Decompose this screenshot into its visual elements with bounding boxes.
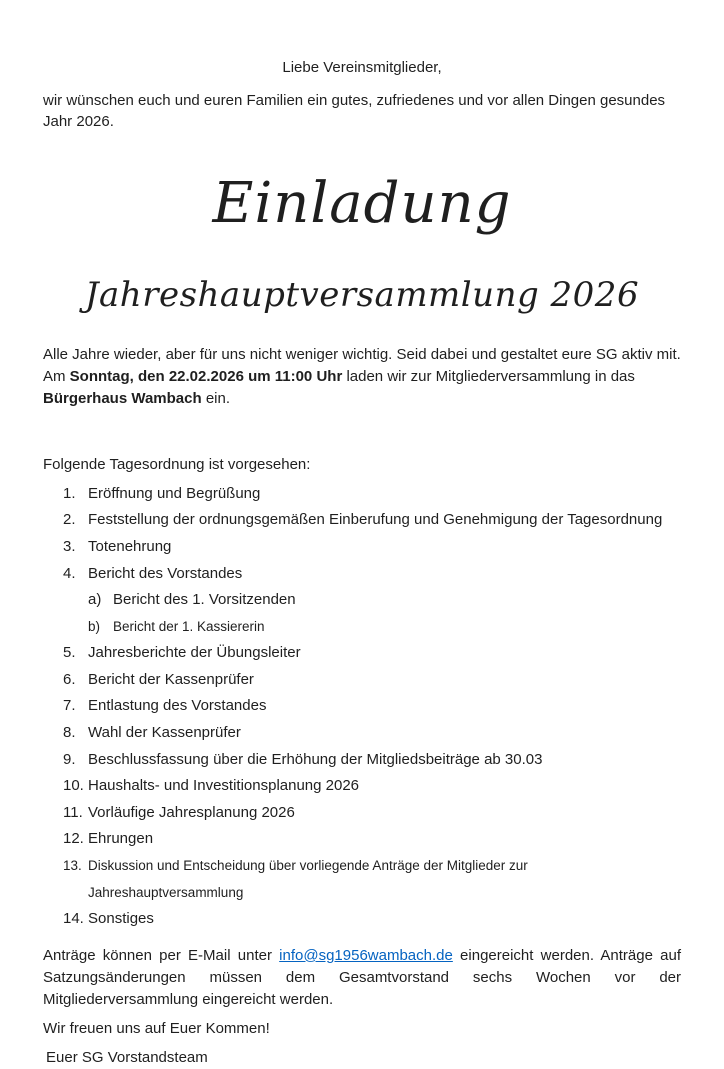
agenda-item-number: 1. [63,484,76,502]
agenda-item-text: Totenehrung [88,537,172,555]
intro-paragraph [43,344,681,410]
agenda-item-number: 5. [63,644,76,662]
page-subtitle: Jahreshauptversammlung 2026 [84,274,640,315]
agenda-item-number: 7. [63,697,76,715]
agenda-item-number: 4. [63,564,76,582]
agenda-item-9 [43,747,681,774]
agenda-item-14 [43,906,681,933]
agenda-item-10 [43,773,681,800]
agenda-item-letter: a) [88,591,102,609]
agenda-item-number: 3. [63,537,76,555]
agenda-item-text: Diskussion und Entscheidung über vorliegende Anträge der Mitglieder zur Jahreshauptversammlung [88,858,528,900]
agenda-item-number: 11. [63,803,83,821]
agenda-item-text: Bericht des Vorstandes [88,564,243,582]
intro-text-2: laden wir zur Mitgliederversammlung in das [342,367,635,385]
agenda-item-text: Bericht der 1. Kassiererin [113,618,265,634]
agenda-heading: Folgende Tagesordnung ist vorgesehen: [43,455,311,473]
agenda-item-number: 8. [63,724,76,742]
salutation: Liebe Vereinsmitglieder, [282,59,442,76]
closing-text-1: Anträge können per E-Mail unter [43,946,280,964]
agenda-item-text: Bericht des 1. Vorsitzenden [113,591,296,609]
agenda-item-8 [43,720,681,747]
agenda-item-text: Wahl der Kassenprüfer [88,724,241,742]
outro-line: Wir freuen uns auf Euer Kommen! [43,1019,270,1037]
agenda-item-text: Feststellung der ordnungsgemäßen Einberufung und Genehmigung der Tagesordnung [88,511,663,529]
agenda-item-number: 9. [63,750,76,768]
agenda-item-number: 6. [63,670,76,688]
agenda-item-number: 2. [63,511,76,529]
agenda-item-text: Entlastung des Vorstandes [88,697,267,715]
intro-text-1: Alle Jahre wieder, aber für uns nicht weniger wichtig. Seid dabei und gestaltet eure SG aktiv mit. Am [43,345,681,385]
intro-bold-venue: Bürgerhaus Wambach [43,389,202,407]
agenda-item-number: 14. [63,910,84,928]
closing-text-2: eingereicht werden. Anträge auf Satzungsänderungen müssen dem Gesamtvorstand sechs Wochen vor der Mitgliederversammlung eingereicht werden. [43,946,681,1008]
agenda-item-12 [43,826,681,853]
agenda-list [43,481,681,933]
signature-line: Euer SG Vorstandsteam [46,1048,208,1066]
greeting-line: wir wünschen euch und euren Familien ein gutes, zufriedenes und vor allen Dingen gesundes Jahr 2026. [43,92,666,130]
agenda-item-5 [43,640,681,667]
agenda-item-number: 12. [63,830,84,848]
agenda-item-2 [43,507,681,534]
agenda-item-text: Jahresberichte der Übungsleiter [88,644,301,662]
agenda-item-4 [43,561,681,588]
agenda-item-text: Vorläufige Jahresplanung 2026 [88,803,295,821]
agenda-item-13 [43,853,681,906]
email-link[interactable]: info@sg1956wambach.de [279,946,453,964]
agenda-item-text: Beschlussfassung über die Erhöhung der Mitgliedsbeiträge ab 30.03 [88,750,543,768]
agenda-item-text: Ehrungen [88,830,154,848]
agenda-item-1 [43,481,681,508]
closing-paragraph [43,945,681,1011]
intro-bold-date: Sonntag, den 22.02.2026 um 11:00 Uhr [69,367,343,385]
agenda-item-6 [43,667,681,694]
agenda-item-text: Eröffnung und Begrüßung [88,484,261,502]
agenda-subitem-4b [43,614,681,641]
agenda-item-letter: b) [88,618,101,634]
page-title: Einladung [212,171,512,236]
agenda-item-number: 13. [63,858,82,874]
agenda-item-text: Sonstiges [88,910,154,928]
agenda-item-text: Bericht der Kassenprüfer [88,670,254,688]
agenda-item-3 [43,534,681,561]
agenda-item-7 [43,693,681,720]
agenda-subitem-4a [43,587,681,614]
agenda-item-number: 10. [63,777,84,795]
agenda-item-11 [43,800,681,827]
agenda-item-text: Haushalts- und Investitionsplanung 2026 [88,777,360,795]
intro-text-3: ein. [201,389,231,407]
